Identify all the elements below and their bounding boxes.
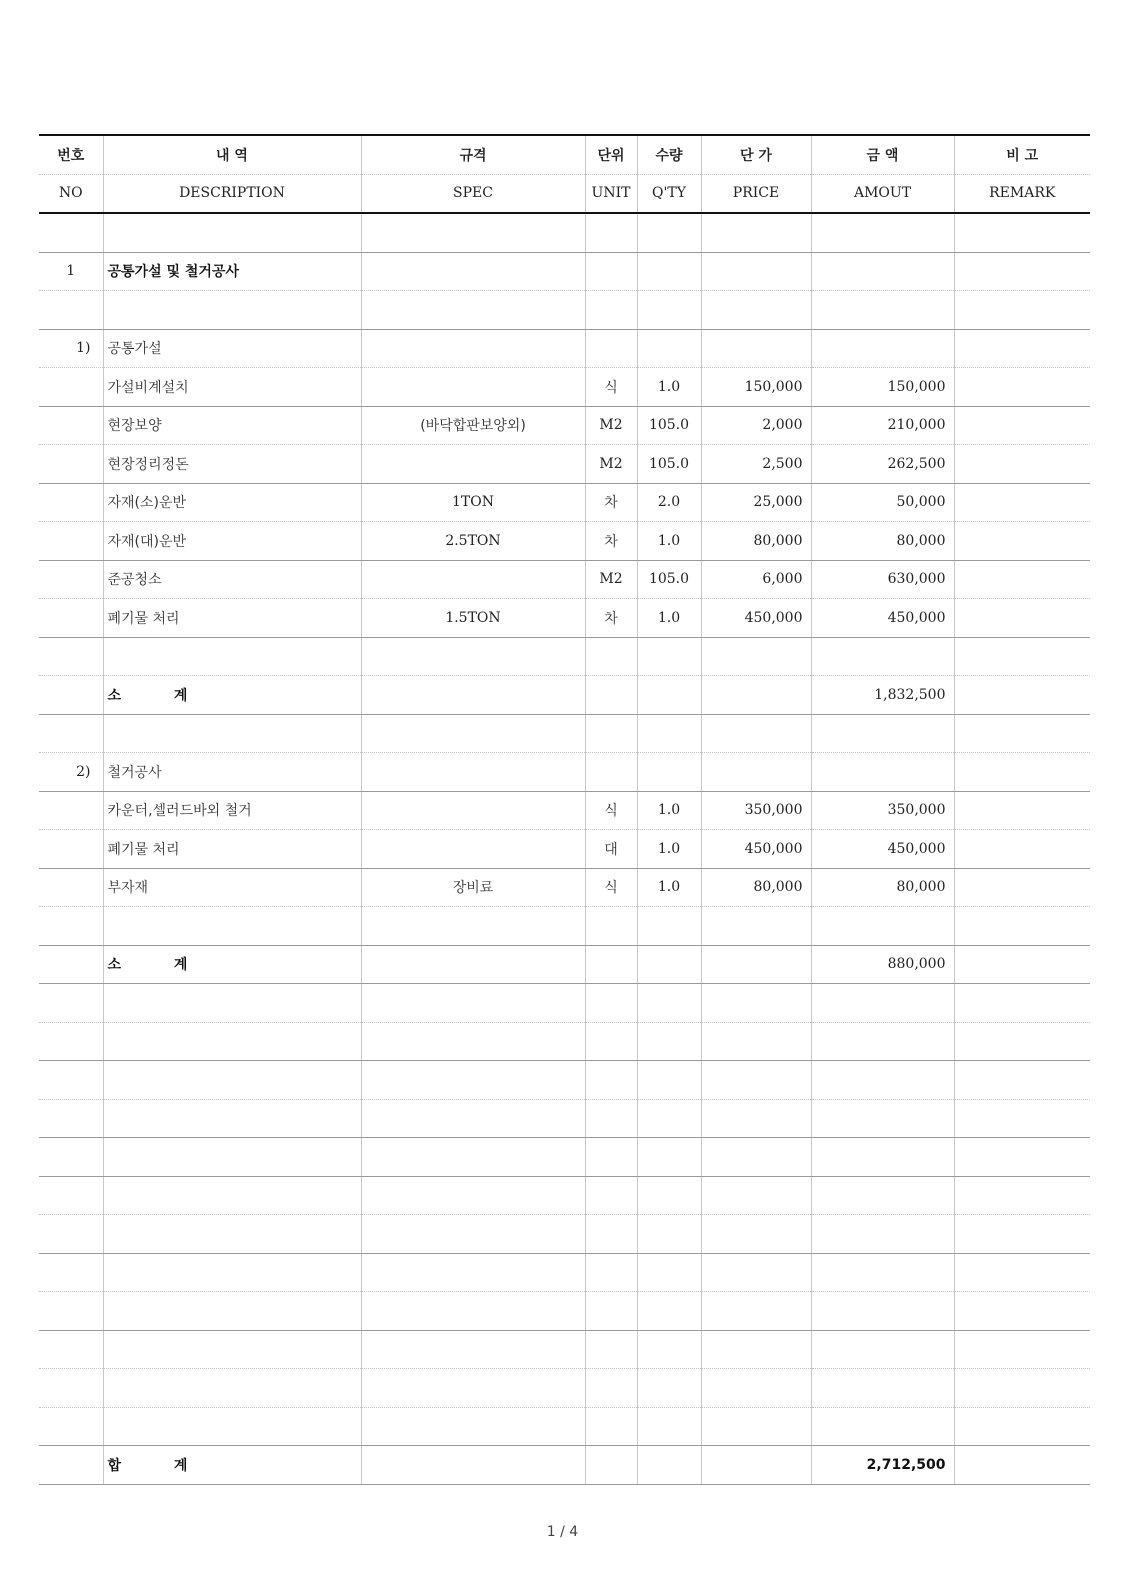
item-unit: 차 (585, 599, 637, 638)
table-row (39, 868, 1090, 907)
item-price: 2,500 (701, 445, 811, 484)
item-spec (361, 791, 585, 830)
empty-row (39, 1407, 1090, 1446)
empty-row (39, 714, 1090, 753)
empty-row (39, 1022, 1090, 1061)
col-header-spec-ko: 규격 (361, 135, 585, 174)
col-header-spec: SPEC (361, 174, 585, 213)
item-desc: 현장보양 (103, 406, 361, 445)
item-spec (361, 830, 585, 869)
item-unit: 차 (585, 522, 637, 561)
group-no: 1) (39, 329, 103, 368)
item-desc: 폐기물 처리 (103, 830, 361, 869)
empty-row (39, 291, 1090, 330)
item-unit: M2 (585, 445, 637, 484)
item-amount: 150,000 (811, 368, 954, 407)
item-spec: 2.5TON (361, 522, 585, 561)
empty-row (39, 1292, 1090, 1331)
subtotal-amount: 1,832,500 (811, 676, 954, 715)
table-row (39, 406, 1090, 445)
table-row (39, 445, 1090, 484)
table-row (39, 368, 1090, 407)
item-amount: 80,000 (811, 868, 954, 907)
item-spec: 1.5TON (361, 599, 585, 638)
table-row (39, 599, 1090, 638)
col-header-no: NO (39, 174, 103, 213)
item-spec: (바닥합판보양외) (361, 406, 585, 445)
col-header-price-ko: 단 가 (701, 135, 811, 174)
page-number: 1 / 4 (546, 1524, 579, 1540)
group-title: 철거공사 (103, 753, 361, 792)
empty-row (39, 984, 1090, 1023)
item-unit: 차 (585, 483, 637, 522)
table-row (39, 522, 1090, 561)
empty-row (39, 1330, 1090, 1369)
item-qty: 105.0 (637, 560, 701, 599)
group-row (39, 329, 1090, 368)
item-qty: 1.0 (637, 522, 701, 561)
item-amount: 630,000 (811, 560, 954, 599)
item-price: 350,000 (701, 791, 811, 830)
item-qty: 1.0 (637, 599, 701, 638)
item-desc: 자재(소)운반 (103, 483, 361, 522)
item-price: 450,000 (701, 830, 811, 869)
item-amount: 450,000 (811, 599, 954, 638)
subtotal-label: 소 계 (103, 945, 361, 984)
item-price: 25,000 (701, 483, 811, 522)
col-header-qty: Q'TY (637, 174, 701, 213)
item-amount: 350,000 (811, 791, 954, 830)
empty-row (39, 1099, 1090, 1138)
item-desc: 폐기물 처리 (103, 599, 361, 638)
group-title: 공통가설 (103, 329, 361, 368)
item-desc: 가설비계설치 (103, 368, 361, 407)
empty-row (39, 1253, 1090, 1292)
subtotal-row (39, 676, 1090, 715)
header-row-english (39, 174, 1090, 213)
item-spec: 1TON (361, 483, 585, 522)
item-amount: 50,000 (811, 483, 954, 522)
col-header-no-ko: 번호 (39, 135, 103, 174)
col-header-desc-ko: 내 역 (103, 135, 361, 174)
col-header-price: PRICE (701, 174, 811, 213)
item-qty: 1.0 (637, 830, 701, 869)
col-header-amount-ko: 금 액 (811, 135, 954, 174)
item-desc: 현장정리정돈 (103, 445, 361, 484)
item-unit: M2 (585, 406, 637, 445)
table-row (39, 560, 1090, 599)
empty-row (39, 1215, 1090, 1254)
item-unit: 식 (585, 368, 637, 407)
item-amount: 80,000 (811, 522, 954, 561)
empty-row (39, 637, 1090, 676)
item-qty: 105.0 (637, 406, 701, 445)
item-price: 6,000 (701, 560, 811, 599)
col-header-unit-ko: 단위 (585, 135, 637, 174)
group-row (39, 753, 1090, 792)
group-no: 2) (39, 753, 103, 792)
col-header-amount: AMOUT (811, 174, 954, 213)
col-header-desc: DESCRIPTION (103, 174, 361, 213)
section-row (39, 252, 1090, 291)
subtotal-row (39, 945, 1090, 984)
empty-row (39, 1138, 1090, 1177)
item-qty: 1.0 (637, 868, 701, 907)
subtotal-amount: 880,000 (811, 945, 954, 984)
total-row (39, 1446, 1090, 1485)
col-header-remark-ko: 비 고 (954, 135, 1090, 174)
item-unit: 식 (585, 791, 637, 830)
item-desc: 부자재 (103, 868, 361, 907)
item-spec (361, 445, 585, 484)
empty-row (39, 1061, 1090, 1100)
item-desc: 자재(대)운반 (103, 522, 361, 561)
item-price: 80,000 (701, 522, 811, 561)
section-no: 1 (39, 252, 103, 291)
item-spec: 장비료 (361, 868, 585, 907)
col-header-qty-ko: 수량 (637, 135, 701, 174)
empty-row (39, 1369, 1090, 1408)
table-row (39, 830, 1090, 869)
item-spec (361, 560, 585, 599)
section-title: 공통가설 및 철거공사 (103, 252, 361, 291)
empty-row (39, 213, 1090, 252)
estimate-table (39, 134, 1090, 1485)
item-amount: 262,500 (811, 445, 954, 484)
item-price: 450,000 (701, 599, 811, 638)
item-desc: 준공청소 (103, 560, 361, 599)
item-price: 150,000 (701, 368, 811, 407)
total-amount: 2,712,500 (811, 1446, 954, 1485)
item-qty: 1.0 (637, 368, 701, 407)
table-row (39, 483, 1090, 522)
item-unit: 대 (585, 830, 637, 869)
item-unit: 식 (585, 868, 637, 907)
col-header-unit: UNIT (585, 174, 637, 213)
item-price: 80,000 (701, 868, 811, 907)
item-price: 2,000 (701, 406, 811, 445)
subtotal-label: 소 계 (103, 676, 361, 715)
header-row-korean (39, 135, 1090, 174)
item-amount: 450,000 (811, 830, 954, 869)
item-unit: M2 (585, 560, 637, 599)
empty-row (39, 907, 1090, 946)
empty-row (39, 1176, 1090, 1215)
item-qty: 105.0 (637, 445, 701, 484)
item-amount: 210,000 (811, 406, 954, 445)
item-qty: 2.0 (637, 483, 701, 522)
total-label: 합 계 (103, 1446, 361, 1485)
item-qty: 1.0 (637, 791, 701, 830)
item-desc: 카운터,셀러드바외 철거 (103, 791, 361, 830)
item-spec (361, 368, 585, 407)
col-header-remark: REMARK (954, 174, 1090, 213)
table-row (39, 791, 1090, 830)
